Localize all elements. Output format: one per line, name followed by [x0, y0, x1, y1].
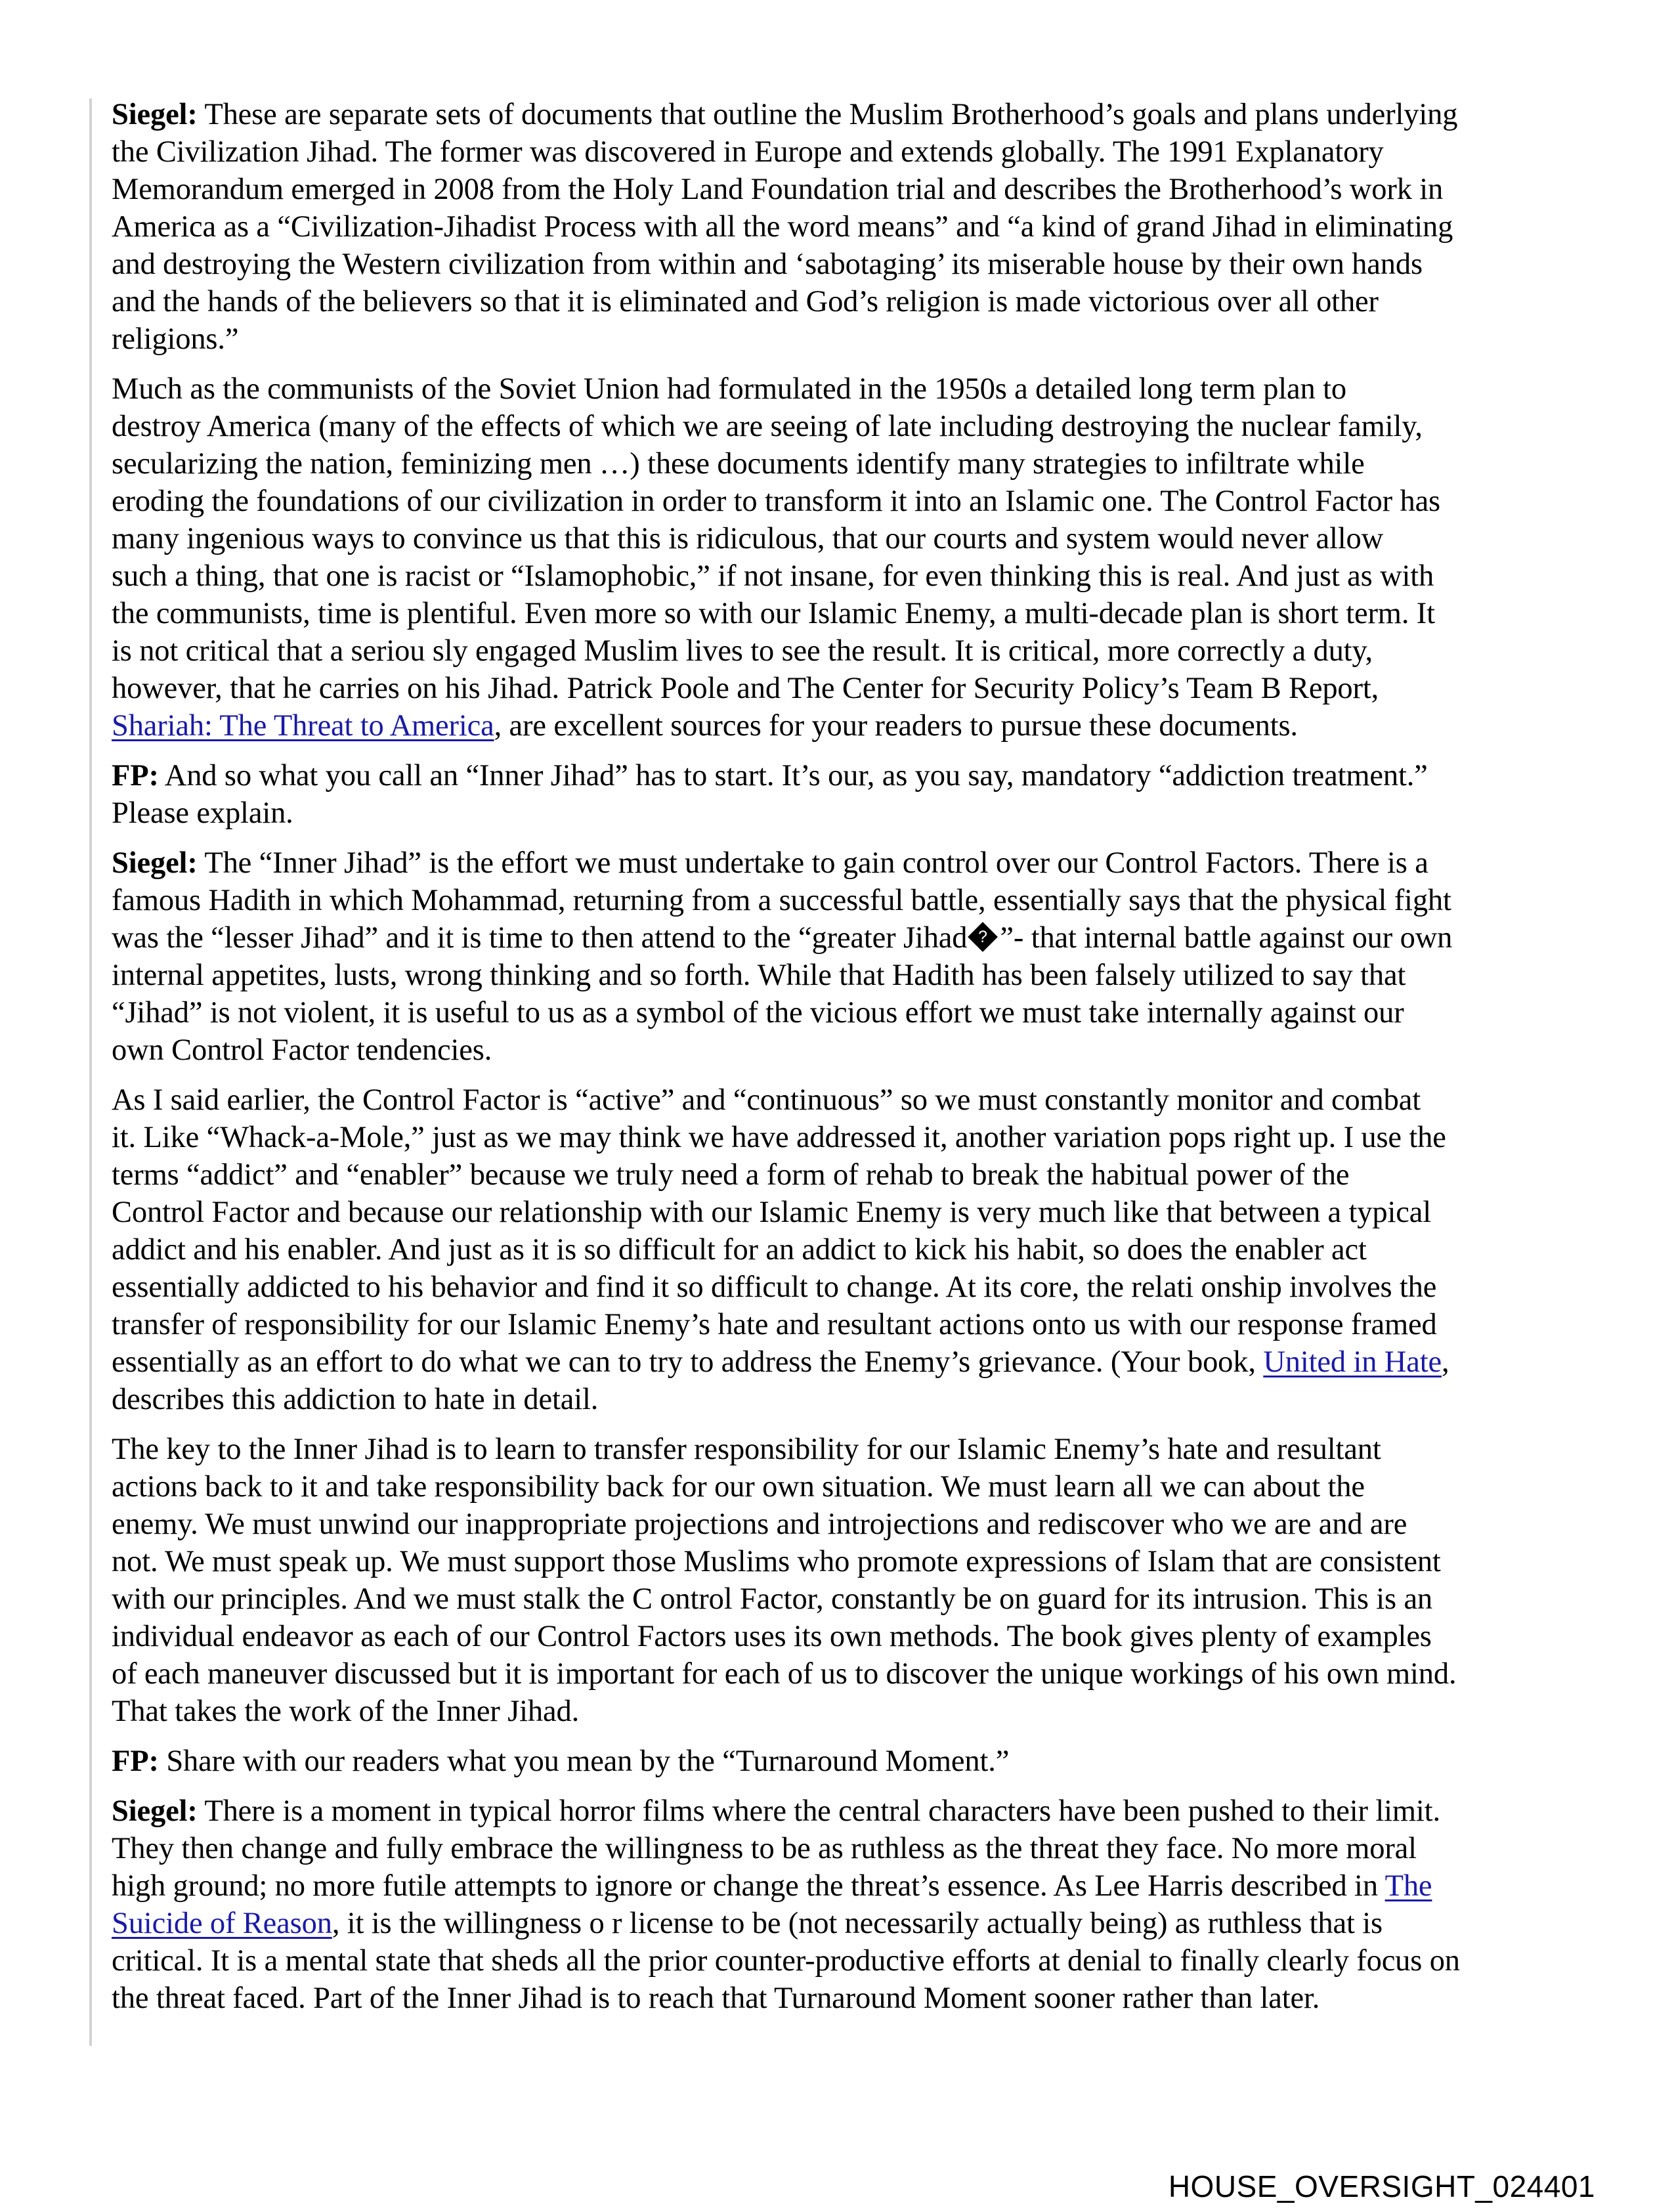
text-line	[112, 670, 1577, 707]
left-margin-rule	[89, 98, 92, 2046]
text-run: of each maneuver discussed but it is important for each of us to discover the unique workings of his own mind.	[112, 1657, 1457, 1691]
text-run: Memorandum emerged in 2008 from the Holy Land Foundation trial and describes the Brotherhood’s work in	[112, 173, 1444, 206]
text-line	[112, 1381, 1577, 1418]
text-run: critical. It is a mental state that sheds all the prior counter-productive efforts at denial to finally clearly focus on	[112, 1944, 1460, 1978]
text-run: many ingenious ways to convince us that this is ridiculous, that our courts and system would never allow	[112, 522, 1384, 555]
book-link[interactable]: Suicide of Reason	[112, 1907, 332, 1940]
text-run: Please explain.	[112, 796, 293, 830]
text-line	[112, 1468, 1577, 1506]
text-run: and the hands of the believers so that it is eliminated and God’s religion is made victorious over all other	[112, 285, 1379, 318]
text-run: actions back to it and take responsibility back for our own situation. We must learn all we can about the	[112, 1470, 1365, 1504]
text-line	[112, 557, 1577, 595]
text-run: As I said earlier, the Control Factor is “active” and “continuous” so we must constantly monitor and combat	[112, 1083, 1421, 1117]
text-line	[112, 1792, 1577, 1830]
text-run: “Jihad” is not violent, it is useful to us as a symbol of the vicious effort we must take internally against our	[112, 996, 1404, 1030]
text-run: ,	[1441, 1345, 1449, 1379]
text-line	[112, 957, 1577, 994]
speaker-label: Siegel:	[112, 98, 198, 131]
text-run: religions.”	[112, 322, 239, 356]
text-line	[112, 1343, 1577, 1381]
text-run: These are separate sets of documents that outline the Muslim Brotherhood’s goals and plans underlying	[204, 98, 1458, 131]
text-run: Much as the communists of the Soviet Union had formulated in the 1950s a detailed long term plan to	[112, 372, 1346, 406]
text-line	[112, 794, 1577, 832]
text-run: describes this addiction to hate in detail.	[112, 1383, 599, 1416]
document-body	[112, 96, 1577, 2029]
text-line	[112, 1618, 1577, 1655]
text-line	[112, 1269, 1577, 1306]
replacement-character-icon	[968, 922, 998, 952]
text-line	[112, 1543, 1577, 1580]
text-run: the communists, time is plentiful. Even more so with our Islamic Enemy, a multi-decade plan is short term. It	[112, 597, 1435, 630]
text-line	[112, 882, 1577, 919]
text-run: America as a “Civilization-Jihadist Process with all the word means” and “a kind of grand Jihad in eliminating	[112, 210, 1453, 244]
text-run: Control Factor and because our relationship with our Islamic Enemy is very much like that between a typical	[112, 1196, 1431, 1229]
interview-paragraph	[112, 1792, 1577, 2017]
text-line	[112, 1942, 1577, 1980]
speaker-label: Siegel:	[112, 1794, 198, 1828]
text-line	[112, 1119, 1577, 1156]
text-line	[112, 1980, 1577, 2017]
text-line	[112, 408, 1577, 445]
text-line	[112, 1156, 1577, 1194]
speaker-label: FP:	[112, 759, 159, 792]
text-run: the Civilization Jihad. The former was discovered in Europe and extends globally. The 1991 Explanatory	[112, 135, 1384, 169]
text-run: the threat faced. Part of the Inner Jihad is to reach that Turnaround Moment sooner rather than later.	[112, 1982, 1320, 2015]
text-run: high ground; no more futile attempts to ignore or change the threat’s essence. As Lee Harris described in	[112, 1869, 1385, 1903]
text-line	[112, 919, 1577, 957]
text-line	[112, 283, 1577, 320]
text-run: with our principles. And we must stalk the C ontrol Factor, constantly be on guard for its intrusion. This is an	[112, 1582, 1433, 1616]
text-line	[112, 707, 1577, 745]
text-run: is not critical that a seriou sly engaged Muslim lives to see the result. It is critical, more correctly a duty,	[112, 634, 1373, 668]
text-line	[112, 757, 1577, 794]
book-link[interactable]: The	[1384, 1869, 1432, 1903]
text-line	[112, 1431, 1577, 1468]
text-run: however, that he carries on his Jihad. Patrick Poole and The Center for Security Policy’s Team B Report,	[112, 672, 1379, 705]
text-line	[112, 320, 1577, 358]
text-run: , it is the willingness o r license to be (not necessarily actually being) as ruthless that is	[332, 1907, 1383, 1940]
text-line	[112, 1693, 1577, 1730]
text-run: famous Hadith in which Mohammad, returning from a successful battle, essentially says that the physical fight	[112, 884, 1451, 917]
text-line	[112, 1231, 1577, 1269]
book-link[interactable]: United in Hate	[1263, 1345, 1442, 1379]
text-run: And so what you call an “Inner Jihad” has to start. It’s our, as you say, mandatory “addiction treatment.”	[164, 759, 1428, 792]
bates-number: HOUSE_OVERSIGHT_024401	[1168, 2169, 1595, 2203]
replacement-character-glyph: ?	[978, 927, 988, 946]
interview-paragraph	[112, 757, 1577, 832]
text-line	[112, 844, 1577, 882]
text-run: eroding the foundations of our civilization in order to transform it into an Islamic one. The Control Factor has	[112, 485, 1441, 518]
text-line	[112, 1655, 1577, 1693]
text-run: essentially addicted to his behavior and find it so difficult to change. At its core, the relati onship involves the	[112, 1270, 1437, 1304]
text-run: essentially as an effort to do what we can to try to address the Enemy’s grievance. (Your book,	[112, 1345, 1264, 1379]
book-link[interactable]: Shariah: The Threat to America	[112, 709, 494, 743]
text-line	[112, 1506, 1577, 1543]
text-run: Share with our readers what you mean by the “Turnaround Moment.”	[166, 1745, 1010, 1778]
text-run: not. We must speak up. We must support those Muslims who promote expressions of Islam that are consistent	[112, 1545, 1441, 1578]
interview-paragraph	[112, 1743, 1577, 1780]
text-line	[112, 1830, 1577, 1867]
text-run: addict and his enabler. And just as it is so difficult for an addict to kick his habit, so does the enabler act	[112, 1233, 1367, 1267]
text-run: it. Like “Whack-a-Mole,” just as we may think we have addressed it, another variation pops right up. I use the	[112, 1121, 1446, 1154]
text-line	[112, 1905, 1577, 1942]
text-line	[112, 96, 1577, 133]
text-line	[112, 1306, 1577, 1343]
text-line	[112, 445, 1577, 483]
text-run: such a thing, that one is racist or “Islamophobic,” if not insane, for even thinking this is real. And just as with	[112, 559, 1434, 593]
text-run: transfer of responsibility for our Islamic Enemy’s hate and resultant actions onto us with our response framed	[112, 1308, 1437, 1341]
text-line	[112, 1194, 1577, 1231]
text-run: destroy America (many of the effects of which we are seeing of late including destroying the nuclear family,	[112, 410, 1423, 443]
text-line	[112, 133, 1577, 171]
text-line	[112, 595, 1577, 632]
text-line	[112, 1743, 1577, 1780]
text-run: secularizing the nation, feminizing men …) these documents identify many strategies to infiltrate while	[112, 447, 1365, 481]
body-paragraph	[112, 1081, 1577, 1418]
text-run: That takes the work of the Inner Jihad.	[112, 1695, 580, 1728]
text-run: They then change and fully embrace the willingness to be as ruthless as the threat they face. No more moral	[112, 1832, 1417, 1865]
text-run: There is a moment in typical horror films where the central characters have been pushed to their limit.	[204, 1794, 1440, 1828]
text-run: was the “lesser Jihad” and it is time to then attend to the “greater Jihad	[112, 921, 968, 955]
text-line	[112, 632, 1577, 670]
speaker-label: Siegel:	[112, 846, 198, 880]
text-run: individual endeavor as each of our Control Factors uses its own methods. The book gives plenty of examples	[112, 1620, 1432, 1653]
text-run: internal appetites, lusts, wrong thinking and so forth. While that Hadith has been falsely utilized to say that	[112, 959, 1406, 992]
text-run: ”- that internal battle against our own	[1000, 921, 1453, 955]
text-line	[112, 483, 1577, 520]
text-line	[112, 994, 1577, 1031]
body-paragraph	[112, 1431, 1577, 1730]
body-paragraph	[112, 370, 1577, 745]
text-run: The key to the Inner Jihad is to learn to transfer responsibility for our Islamic Enemy’s hate and resultant	[112, 1433, 1381, 1466]
text-run: terms “addict” and “enabler” because we truly need a form of rehab to break the habitual power of the	[112, 1158, 1350, 1192]
text-run: enemy. We must unwind our inappropriate projections and introjections and rediscover who we are and are	[112, 1507, 1407, 1541]
text-run: own Control Factor tendencies.	[112, 1033, 492, 1067]
interview-paragraph	[112, 96, 1577, 358]
text-line	[112, 520, 1577, 557]
text-line	[112, 1031, 1577, 1069]
interview-paragraph	[112, 844, 1577, 1069]
text-line	[112, 208, 1577, 246]
text-line	[112, 1867, 1577, 1905]
text-line	[112, 1081, 1577, 1119]
text-line	[112, 1580, 1577, 1618]
speaker-label: FP:	[112, 1745, 159, 1778]
text-run: The “Inner Jihad” is the effort we must undertake to gain control over our Control Factors. There is a	[204, 846, 1428, 880]
text-run: , are excellent sources for your readers to pursue these documents.	[494, 709, 1298, 743]
text-run: and destroying the Western civilization from within and ‘sabotaging’ its miserable house by their own hands	[112, 248, 1423, 281]
text-line	[112, 370, 1577, 408]
text-line	[112, 246, 1577, 283]
text-line	[112, 171, 1577, 208]
